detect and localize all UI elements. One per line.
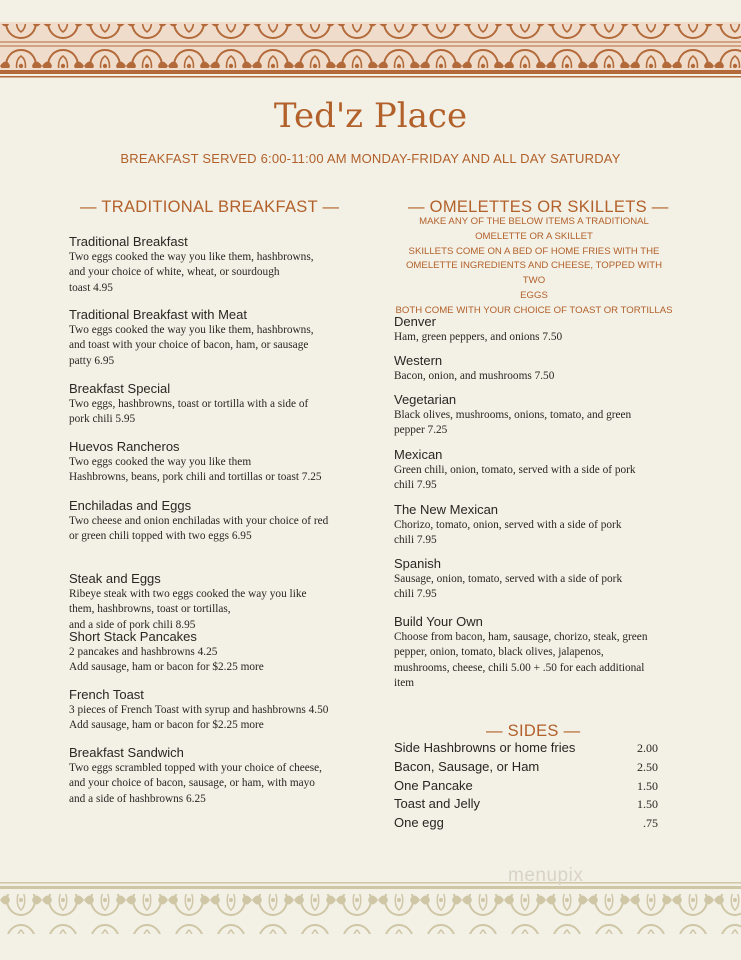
omelettes-note-line: EGGS xyxy=(520,289,548,301)
side-item-name: Bacon, Sausage, or Ham xyxy=(394,759,540,774)
menu-item xyxy=(394,391,631,439)
menu-item xyxy=(394,313,562,345)
menu-item-description: and toast with your choice of bacon, ham, or sausage xyxy=(69,339,309,352)
menu-item-description: Green chili, onion, tomato, served with a side of pork xyxy=(394,464,636,476)
menu-item-description: Bacon, onion, and mushrooms 7.50 xyxy=(394,370,555,382)
menu-item-name: Denver xyxy=(394,314,436,329)
menu-item-description: chili 7.95 xyxy=(394,479,437,492)
menu-item-description: 3 pieces of French Toast with syrup and hashbrowns 4.50 xyxy=(69,704,329,716)
side-item-price: 1.50 xyxy=(637,779,658,793)
menu-item-description: Chorizo, tomato, onion, served with a side of pork xyxy=(394,519,622,531)
menu-item-description: item xyxy=(394,676,415,689)
menu-item-name: Huevos Rancheros xyxy=(69,439,180,454)
side-item-price: .75 xyxy=(643,816,658,830)
menu-item-name: French Toast xyxy=(69,687,144,702)
menu-item-name: Build Your Own xyxy=(394,614,483,629)
menu-item-description: Two eggs cooked the way you like them xyxy=(69,456,252,468)
menu-item-name: Mexican xyxy=(394,447,443,462)
sides-heading: — SIDES — xyxy=(486,722,581,740)
menu-item-description: and your choice of white, wheat, or sourdough xyxy=(69,266,280,279)
menu-item xyxy=(69,686,328,734)
menu-item-name: Traditional Breakfast with Meat xyxy=(69,307,247,322)
restaurant-title: Ted'z Place xyxy=(273,96,468,136)
menu-item xyxy=(69,233,314,296)
menu-item-description: Add sausage, ham or bacon for $2.25 more xyxy=(69,719,264,732)
top-border-pattern xyxy=(0,0,741,84)
menu-item-name: Spanish xyxy=(394,556,441,571)
menu-item xyxy=(69,438,322,486)
menu-item-name: Enchiladas and Eggs xyxy=(69,498,192,513)
menu-item-name: Traditional Breakfast xyxy=(69,234,188,249)
menu-item-description: Black olives, mushrooms, onions, tomato, and green xyxy=(394,409,632,421)
menu-item-name: Short Stack Pancakes xyxy=(69,629,197,644)
menu-item xyxy=(69,497,328,545)
menu-item-description: them, hashbrowns, toast or tortillas, xyxy=(69,603,231,616)
side-item-name: Toast and Jelly xyxy=(394,796,480,811)
menupix-watermark: menupix xyxy=(508,865,584,886)
menu-item-name: Steak and Eggs xyxy=(69,571,161,586)
omelettes-note-line: BOTH COME WITH YOUR CHOICE OF TOAST OR TORTILLAS xyxy=(395,304,673,316)
menu-item-description: 2 pancakes and hashbrowns 4.25 xyxy=(69,646,218,658)
side-item-name: Side Hashbrowns or home fries xyxy=(394,740,576,755)
side-item xyxy=(394,778,658,797)
breakfast-hours: BREAKFAST SERVED 6:00-11:00 AM MONDAY-FRIDAY AND ALL DAY SATURDAY xyxy=(120,151,621,166)
bottom-border-pattern xyxy=(0,880,741,960)
menu-item-description: mushrooms, cheese, chili 5.00 + .50 for each additional xyxy=(394,661,645,674)
menu-item-description: Add sausage, ham or bacon for $2.25 more xyxy=(69,661,264,674)
menu-item xyxy=(394,446,636,494)
menu-item-description: Two eggs cooked the way you like them, hashbrowns, xyxy=(69,324,314,336)
menu-item-description: Sausage, onion, tomato, served with a side of pork xyxy=(394,573,623,585)
omelettes-note-line: OMELETTE INGREDIENTS AND CHEESE, TOPPED WITH TWO xyxy=(405,260,663,287)
menu-item xyxy=(69,744,322,807)
menu-item-description: toast 4.95 xyxy=(69,281,113,294)
side-item-name: One Pancake xyxy=(394,778,473,793)
menu-item-description: patty 6.95 xyxy=(69,354,115,367)
menu-item xyxy=(394,501,621,549)
menu-item-description: Two eggs scrambled topped with your choice of cheese, xyxy=(69,762,322,774)
menu-item xyxy=(69,628,264,676)
omelettes-note-line: SKILLETS COME ON A BED OF HOME FRIES WITH THE xyxy=(408,245,660,257)
side-item xyxy=(394,759,658,778)
menu-item-description: Ham, green peppers, and onions 7.50 xyxy=(394,331,563,343)
menu-item-name: Western xyxy=(394,353,443,368)
menu-item xyxy=(394,352,554,384)
menu-item-description: and a side of pork chili 8.95 xyxy=(69,618,196,631)
omelettes-heading: — OMELETTES OR SKILLETS — xyxy=(408,198,669,216)
menu-item-description: Two eggs cooked the way you like them, hashbrowns, xyxy=(69,251,314,263)
side-item-price: 2.00 xyxy=(637,741,658,755)
menu-item-description: chili 7.95 xyxy=(394,588,437,601)
menu-item-description: pork chili 5.95 xyxy=(69,413,136,426)
bottom-ornamental-border xyxy=(0,880,741,960)
menu-item xyxy=(394,555,622,603)
side-item-name: One egg xyxy=(394,815,444,830)
menu-item-name: Breakfast Special xyxy=(69,381,171,396)
menu-item xyxy=(69,306,314,369)
menu-item xyxy=(69,570,307,633)
menu-item-name: Vegetarian xyxy=(394,392,457,407)
omelettes-note-line: MAKE ANY OF THE BELOW ITEMS A TRADITIONAL xyxy=(419,216,649,227)
menu-item-name: The New Mexican xyxy=(394,502,499,517)
menu-item-name: Breakfast Sandwich xyxy=(69,745,184,760)
side-item-price: 1.50 xyxy=(637,797,658,811)
menu-item xyxy=(394,613,647,691)
omelettes-notes xyxy=(394,215,674,319)
menu-item-description: Choose from bacon, ham, sausage, chorizo, steak, green xyxy=(394,631,648,643)
menu-item-description: Two eggs, hashbrowns, toast or tortilla with a side of xyxy=(69,398,309,410)
omelettes-note-line: OMELETTE OR A SKILLET xyxy=(475,230,593,242)
menu-item xyxy=(69,380,308,428)
top-ornamental-border xyxy=(0,0,741,84)
traditional-breakfast-heading: — TRADITIONAL BREAKFAST — xyxy=(80,198,340,216)
menu-item-description: Ribeye steak with two eggs cooked the way you like xyxy=(69,588,307,600)
menu-item-description: Two cheese and onion enchiladas with your choice of red xyxy=(69,515,329,527)
side-item xyxy=(394,796,658,815)
menu-item-description: or green chili topped with two eggs 6.95 xyxy=(69,530,252,543)
side-item-price: 2.50 xyxy=(637,760,658,774)
side-item xyxy=(394,740,658,759)
menu-item-description: and your choice of bacon, sausage, or ham, with mayo xyxy=(69,777,315,790)
menu-item-description: and a side of hashbrowns 6.25 xyxy=(69,792,206,805)
menu-item-description: chili 7.95 xyxy=(394,534,437,547)
menu-item-description: pepper, onion, tomato, black olives, jalapenos, xyxy=(394,646,604,659)
side-item xyxy=(394,815,658,834)
menu-item-description: Hashbrowns, beans, pork chili and tortillas or toast 7.25 xyxy=(69,471,322,484)
menu-item-description: pepper 7.25 xyxy=(394,424,448,437)
